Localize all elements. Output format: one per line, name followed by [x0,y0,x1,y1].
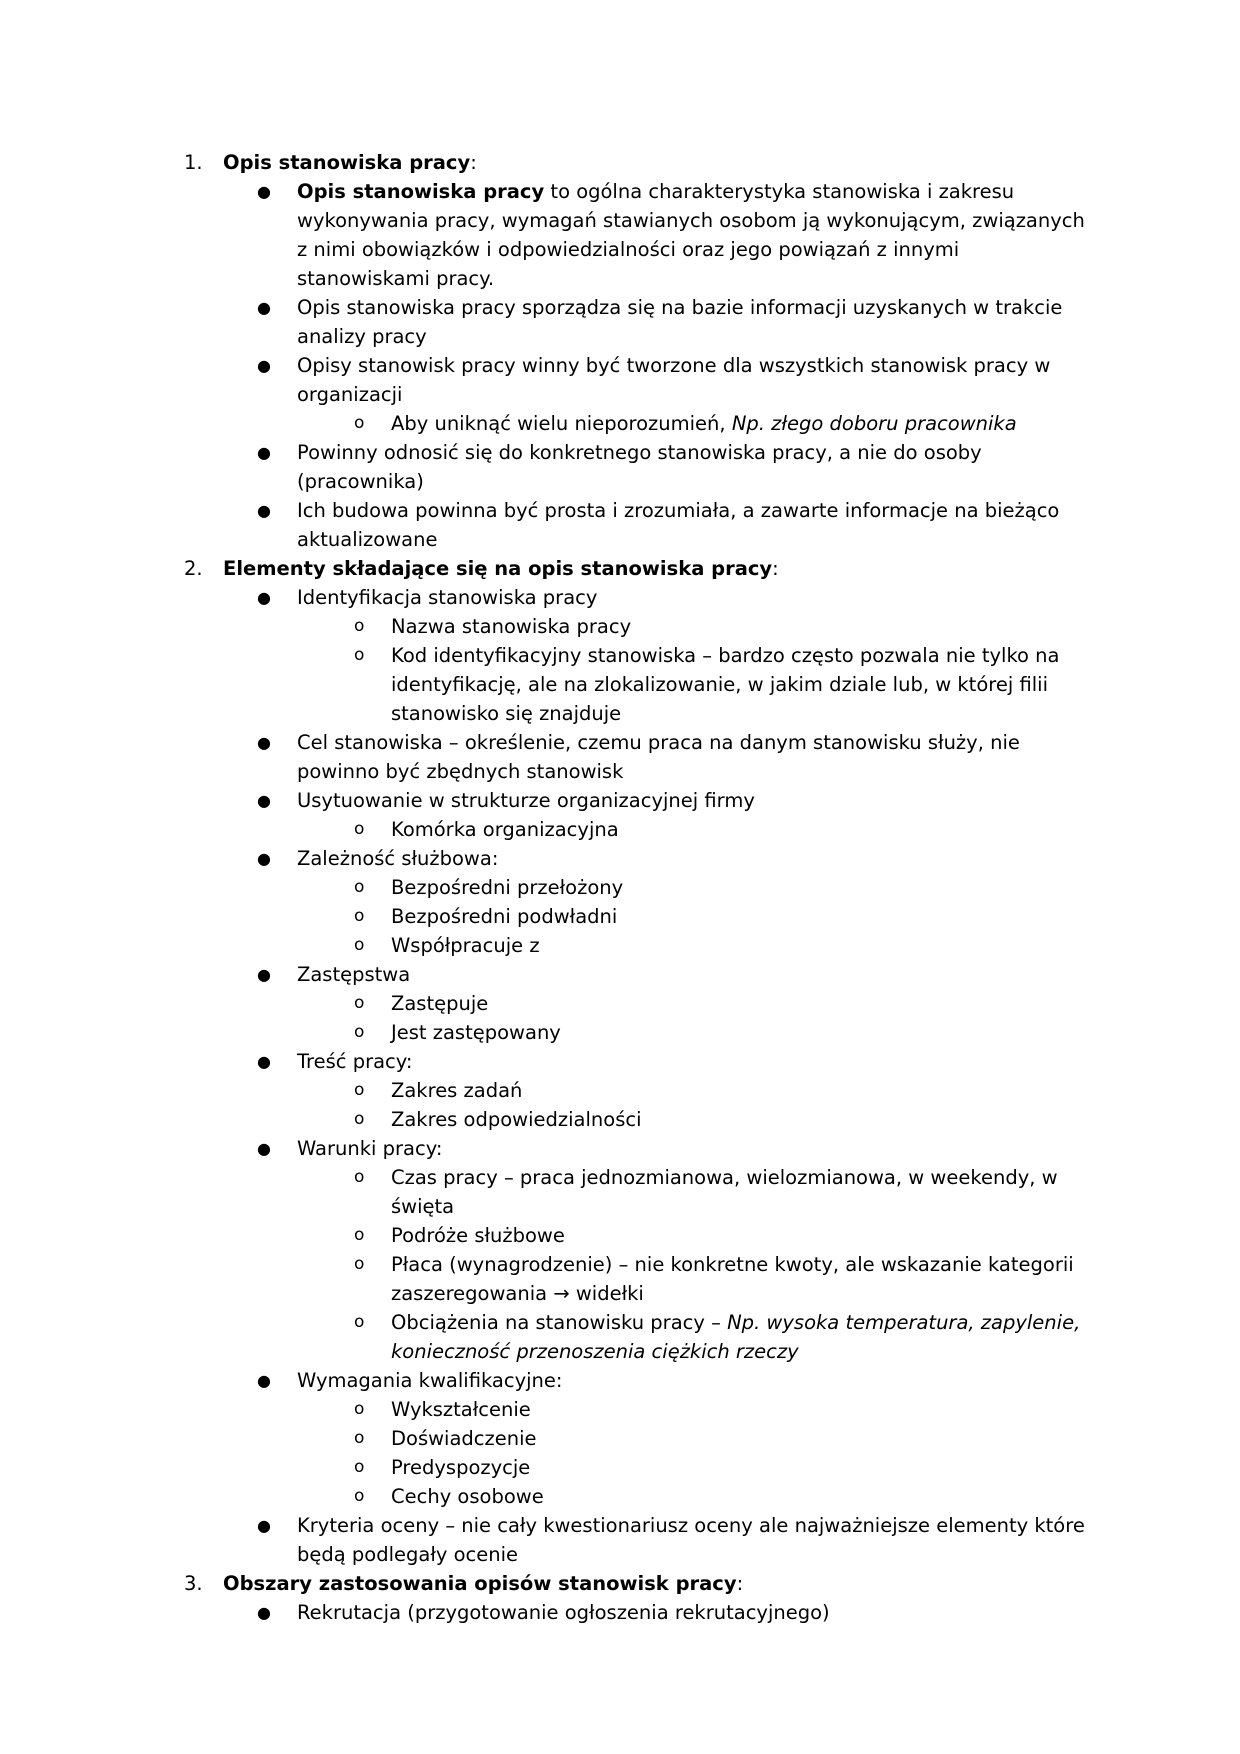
list-item [0,1047,1087,1076]
sub-item-text: Płaca (wynagrodzenie) – nie konkretne kwoty, ale wskazanie kategorii zaszeregowania → widełki [391,1253,1074,1305]
sub-item-text: Obciążenia na stanowisku pracy – [391,1311,728,1334]
bullet-icon: ● [257,501,271,520]
sub-list-item [0,873,1091,902]
sub-list-item [0,1221,1091,1250]
section-title: Opis stanowiska pracy [223,151,471,174]
sub-list-item [0,1163,1091,1221]
circle-bullet-icon: o [354,819,365,839]
list-item [0,351,1087,409]
list-item [0,728,1087,786]
item-text: Treść pracy: [297,1050,413,1073]
circle-bullet-icon: o [354,413,365,433]
item-text: Zastępstwa [297,963,411,986]
circle-bullet-icon: o [354,1486,365,1506]
sub-list-item [0,902,1091,931]
sub-list-item [0,989,1091,1018]
item-text: Cel stanowiska – określenie, czemu praca na danym stanowisku służy, nie powinno być zbędnych stanowisk [297,731,1020,783]
circle-bullet-icon: o [354,616,365,636]
sub-item-text: Nazwa stanowiska pracy [391,615,632,638]
sub-item-italic-text: Np. złego doboru pracownika [731,412,1017,435]
circle-bullet-icon: o [354,935,365,955]
section-title: Elementy składające się na opis stanowiska pracy [223,557,773,580]
bullet-icon: ● [257,443,271,462]
sub-item-text: Predyspozycje [391,1456,531,1479]
section-number: 1. [184,151,203,174]
sub-item-text: Bezpośredni podwładni [391,905,618,928]
list-item [0,293,1087,351]
sub-list-item [0,1482,1091,1511]
list-item [0,438,1087,496]
sub-list-item [0,409,1091,438]
bullet-icon: ● [257,965,271,984]
sub-item-text: Podróże służbowe [391,1224,565,1247]
section-title-suffix: : [772,557,779,580]
bullet-icon: ● [257,1139,271,1158]
section-number: 2. [184,557,203,580]
list-item [0,844,1087,873]
item-text: Ich budowa powinna być prosta i zrozumiała, a zawarte informacje na bieżąco aktualizowane [297,499,1060,551]
item-text: Usytuowanie w strukturze organizacyjnej firmy [297,789,755,812]
bullet-icon: ● [257,1516,271,1535]
circle-bullet-icon: o [354,1109,365,1129]
sub-item-text: Współpracuje z [391,934,540,957]
sub-item-text: Aby uniknąć wielu nieporozumień, [391,412,732,435]
item-text: Wymagania kwalifikacyjne: [297,1369,563,1392]
section-heading [0,148,1240,177]
sub-list-item [0,641,1091,728]
circle-bullet-icon: o [354,1225,365,1245]
circle-bullet-icon: o [354,1312,365,1332]
list-item [0,960,1087,989]
section-heading [0,1569,1240,1598]
sub-item-text: Bezpośredni przełożony [391,876,624,899]
section-title-suffix: : [736,1572,744,1595]
sub-list-item [0,1395,1091,1424]
item-bold-lead: Opis stanowiska pracy [297,180,545,203]
sub-list-item [0,1424,1091,1453]
list-item [0,786,1087,815]
sub-item-text: Zakres odpowiedzialności [391,1108,642,1131]
sub-item-text: Komórka organizacyjna [391,818,619,841]
circle-bullet-icon: o [354,906,365,926]
item-text: Kryteria oceny – nie cały kwestionariusz oceny ale najważniejsze elementy które będą podlegały ocenie [297,1514,1085,1566]
item-text: Opis stanowiska pracy sporządza się na bazie informacji uzyskanych w trakcie analizy pracy [297,296,1063,348]
bullet-icon: ● [257,588,271,607]
document-body [0,148,1240,1627]
sub-list-item [0,1308,1091,1366]
sub-item-text: Czas pracy – praca jednozmianowa, wielozmianowa, w weekendy, w święta [391,1166,1058,1218]
bullet-icon: ● [257,1371,271,1390]
item-text: Identyfikacja stanowiska pracy [297,586,598,609]
sub-list-item [0,1105,1091,1134]
sub-item-text: Kod identyfikacyjny stanowiska – bardzo często pozwala nie tylko na identyfikację, ale na zlokalizowanie, w jakim dziale lub, w której filii stanowisko się znajduje [391,644,1060,725]
sub-item-text: Jest zastępowany [391,1021,561,1044]
circle-bullet-icon: o [354,1457,365,1477]
bullet-icon: ● [257,1052,271,1071]
item-text: Zależność służbowa: [297,847,499,870]
sub-list-item [0,1018,1091,1047]
list-item [0,1366,1087,1395]
section-title: Obszary zastosowania opisów stanowisk pracy [223,1572,737,1595]
circle-bullet-icon: o [354,1080,365,1100]
bullet-icon: ● [257,356,271,375]
sub-list-item [0,1250,1091,1308]
list-item [0,1598,1087,1627]
item-text: Powinny odnosić się do konkretnego stanowiska pracy, a nie do osoby (pracownika) [297,441,982,493]
list-item [0,177,1087,293]
bullet-icon: ● [257,791,271,810]
section-heading [0,554,1240,583]
sub-list-item [0,1453,1091,1482]
item-text: Opisy stanowisk pracy winny być tworzone dla wszystkich stanowisk pracy w organizacji [297,354,1051,406]
section-number: 3. [184,1572,203,1595]
circle-bullet-icon: o [354,645,365,665]
circle-bullet-icon: o [354,877,365,897]
sub-item-text: Zakres zadań [391,1079,523,1102]
list-item [0,1511,1087,1569]
list-item [0,496,1087,554]
section-title-suffix: : [470,151,477,174]
sub-item-text: Wykształcenie [391,1398,531,1421]
item-text: to ogólna charakterystyka stanowiska i zakresu wykonywania pracy, wymagań stawianych osobom ją wykonującym, związanych z nimi obowiązków i odpowiedzialności oraz jego powiązań z innymi stanowiskami pracy. [297,180,1085,290]
sub-list-item [0,1076,1091,1105]
sub-item-text: Zastępuje [391,992,489,1015]
bullet-icon: ● [257,182,271,201]
sub-list-item [0,612,1091,641]
sub-item-text: Cechy osobowe [391,1485,544,1508]
circle-bullet-icon: o [354,993,365,1013]
item-text: Warunki pracy: [297,1137,443,1160]
bullet-icon: ● [257,849,271,868]
circle-bullet-icon: o [354,1254,365,1274]
circle-bullet-icon: o [354,1428,365,1448]
list-item [0,1134,1087,1163]
sub-item-text: Doświadczenie [391,1427,537,1450]
circle-bullet-icon: o [354,1167,365,1187]
bullet-icon: ● [257,1603,271,1622]
circle-bullet-icon: o [354,1399,365,1419]
sub-item-italic-text: Np. wysoka temperatura, zapylenie, konieczność przenoszenia ciężkich rzeczy [391,1311,1081,1363]
sub-list-item [0,931,1091,960]
list-item [0,583,1087,612]
item-text: Rekrutacja (przygotowanie ogłoszenia rekrutacyjnego) [297,1601,830,1624]
bullet-icon: ● [257,298,271,317]
sub-list-item [0,815,1091,844]
circle-bullet-icon: o [354,1022,365,1042]
bullet-icon: ● [257,733,271,752]
